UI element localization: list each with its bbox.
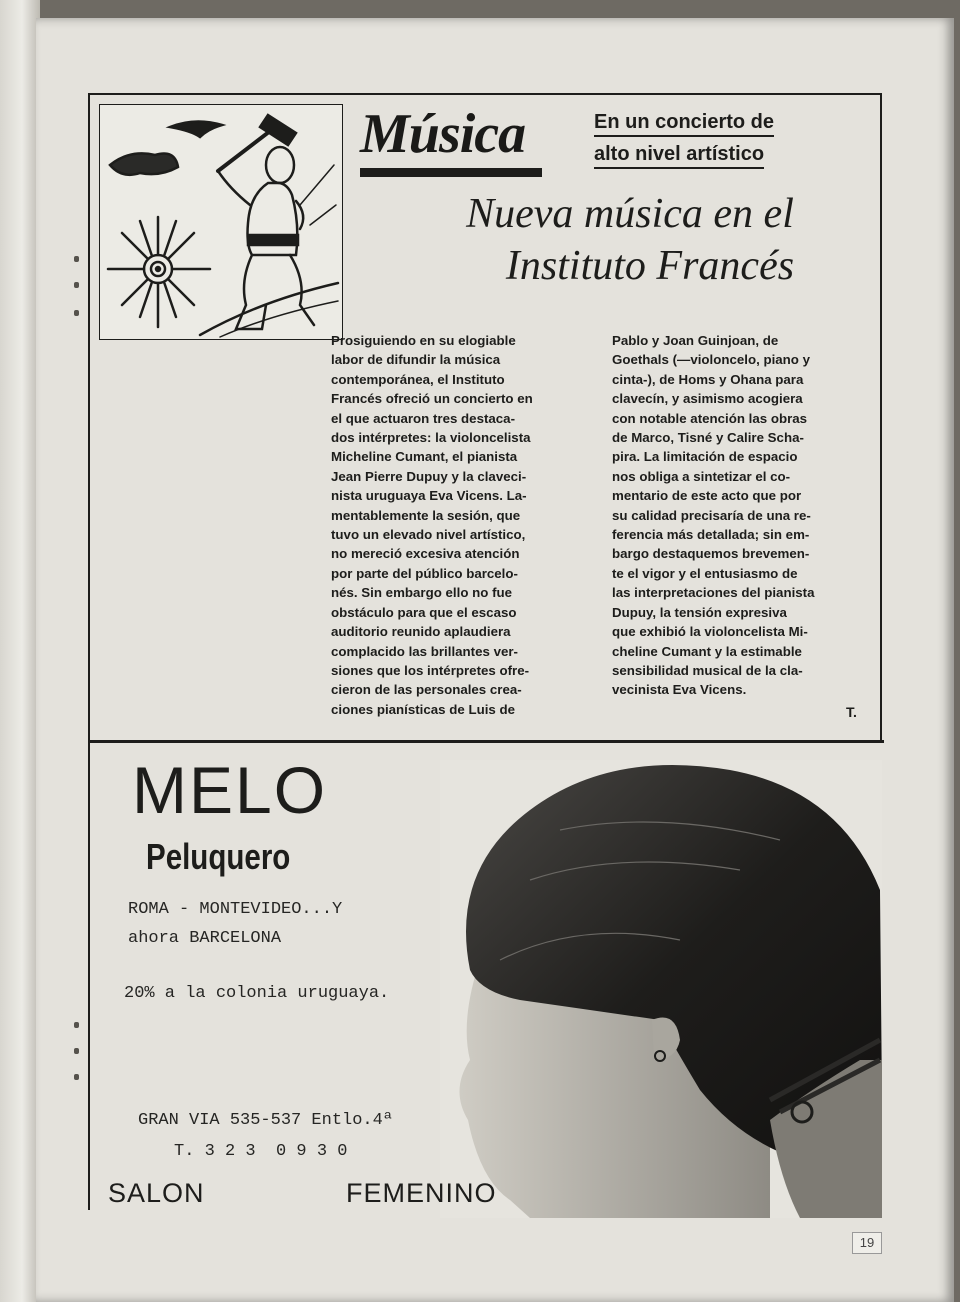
staple-hole xyxy=(74,310,79,316)
woodcut-illustration xyxy=(99,104,343,340)
headline-line-2: Instituto Francés xyxy=(505,243,795,289)
ad-brand: MELO xyxy=(132,753,328,827)
page-number: 19 xyxy=(852,1232,882,1254)
article-headline xyxy=(380,188,880,292)
woman-bob-haircut-photo xyxy=(440,760,882,1218)
binding-shadow xyxy=(0,0,40,1302)
ad-subtitle: Peluquero xyxy=(146,836,291,877)
article-column-2: Pablo y Joan Guinjoan, de Goethals (—violoncelo, piano y cinta-), de Homs y Ohana para clavecín, y asimismo acogiera con notable atención las obras de Marco, Tisné y Calire Scha- pira. La limitación de espacio nos obliga a sintetizar el co- mentario de este acto que por su calidad precisaría de una re- ferencia más detallada; sin em- bargo destaquemos brevemen- te el vigor y el entusiasmo de las interpretaciones del pianista Dupuy, la tensión expresiva que exhibió la violoncelista Mi- cheline Cumant y la estimable sensibilidad musical de la cla- vecinista Eva Vicens. xyxy=(612,333,815,698)
staple-hole xyxy=(74,282,79,288)
ad-cities-line-2: ahora BARCELONA xyxy=(128,929,282,948)
woodcut-smith-hammer-sun-icon xyxy=(100,105,341,338)
kicker-line-2: alto nivel artístico xyxy=(594,141,764,169)
section-title: Música xyxy=(360,103,526,165)
staple-hole xyxy=(74,1022,79,1028)
staple-hole xyxy=(74,1048,79,1054)
kicker-line-1: En un concierto de xyxy=(594,109,774,137)
section-divider xyxy=(88,740,884,743)
staple-hole xyxy=(74,256,79,262)
article-column-1: Prosiguiendo en su elogiable labor de difundir la música contemporánea, el Instituto Francés ofreció un concierto en el que actuaron tres destaca- dos intérpretes: la violoncelista Micheline Cumant, el pianista Jean Pierre Dupuy y la claveci- nista uruguaya Eva Vicens. La- mentablemente la sesión, que tuvo un elevado nivel artístico, no mereció excesiva atención por parte del público barcelo- nés. Sin embargo ello no fue obstáculo para que el escaso auditorio reunido aplaudiera complacido las brillantes ver- siones que los intérpretes ofre- cieron de las personales crea- ciones pianísticas de Luis de xyxy=(331,333,533,717)
headline-line-1: Nueva música en el xyxy=(466,191,794,237)
ad-foot-right: FEMENINO xyxy=(346,1178,497,1208)
staple-hole xyxy=(74,1074,79,1080)
ad-foot-left: SALON xyxy=(108,1178,205,1208)
article-signature: T. xyxy=(846,704,857,720)
ad-cities-line-1: ROMA - MONTEVIDEO...Y xyxy=(128,900,343,919)
section-title-underline xyxy=(360,168,542,177)
ad-left-rule xyxy=(88,740,90,1210)
kicker xyxy=(594,106,854,170)
ad-discount: 20% a la colonia uruguaya. xyxy=(124,984,390,1003)
ad-address: GRAN VIA 535-537 Entlo.4ª xyxy=(138,1111,394,1130)
ad-phone: T. 3 2 3 0 9 3 0 xyxy=(174,1142,348,1161)
